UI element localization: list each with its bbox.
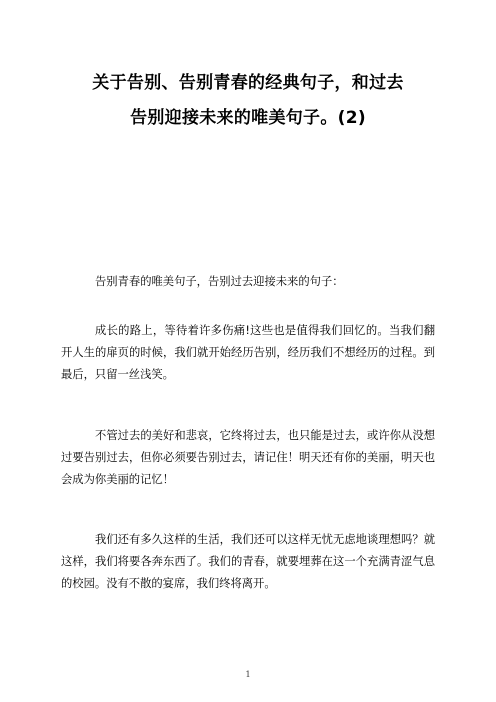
intro-paragraph: 告别青春的唯美句子，告别过去迎接未来的句子： (95, 275, 344, 288)
title-line-1: 关于告别、告别青春的经典句子，和过去 (92, 73, 404, 93)
body-paragraph-1: 成长的路上，等待着许多伤痛!这些也是值得我们回忆的。当我们翻开人生的扉页的时候，我们就开始经历告别，经历我们不想经历的过程。到最后，只留一丝浅笑。 (61, 324, 435, 381)
document-title (60, 66, 436, 136)
title-line-2: 告别迎接未来的唯美句子。(2) (130, 108, 366, 128)
body-paragraph-2: 不管过去的美好和悲哀，它终将过去，也只能是过去，或许你从没想过要告别过去，但你必须要告别过去，请记住！明天还有你的美丽，明天也会成为你美丽的记忆！ (61, 429, 435, 486)
page-number: 1 (245, 670, 251, 679)
body-paragraph-3: 我们还有多久这样的生活，我们还可以这样无忧无虑地谈理想吗？就这样，我们将要各奔东西了。我们的青春，就要埋葬在这一个充满青涩气息的校园。没有不散的宴席，我们终将离开。 (61, 533, 435, 590)
